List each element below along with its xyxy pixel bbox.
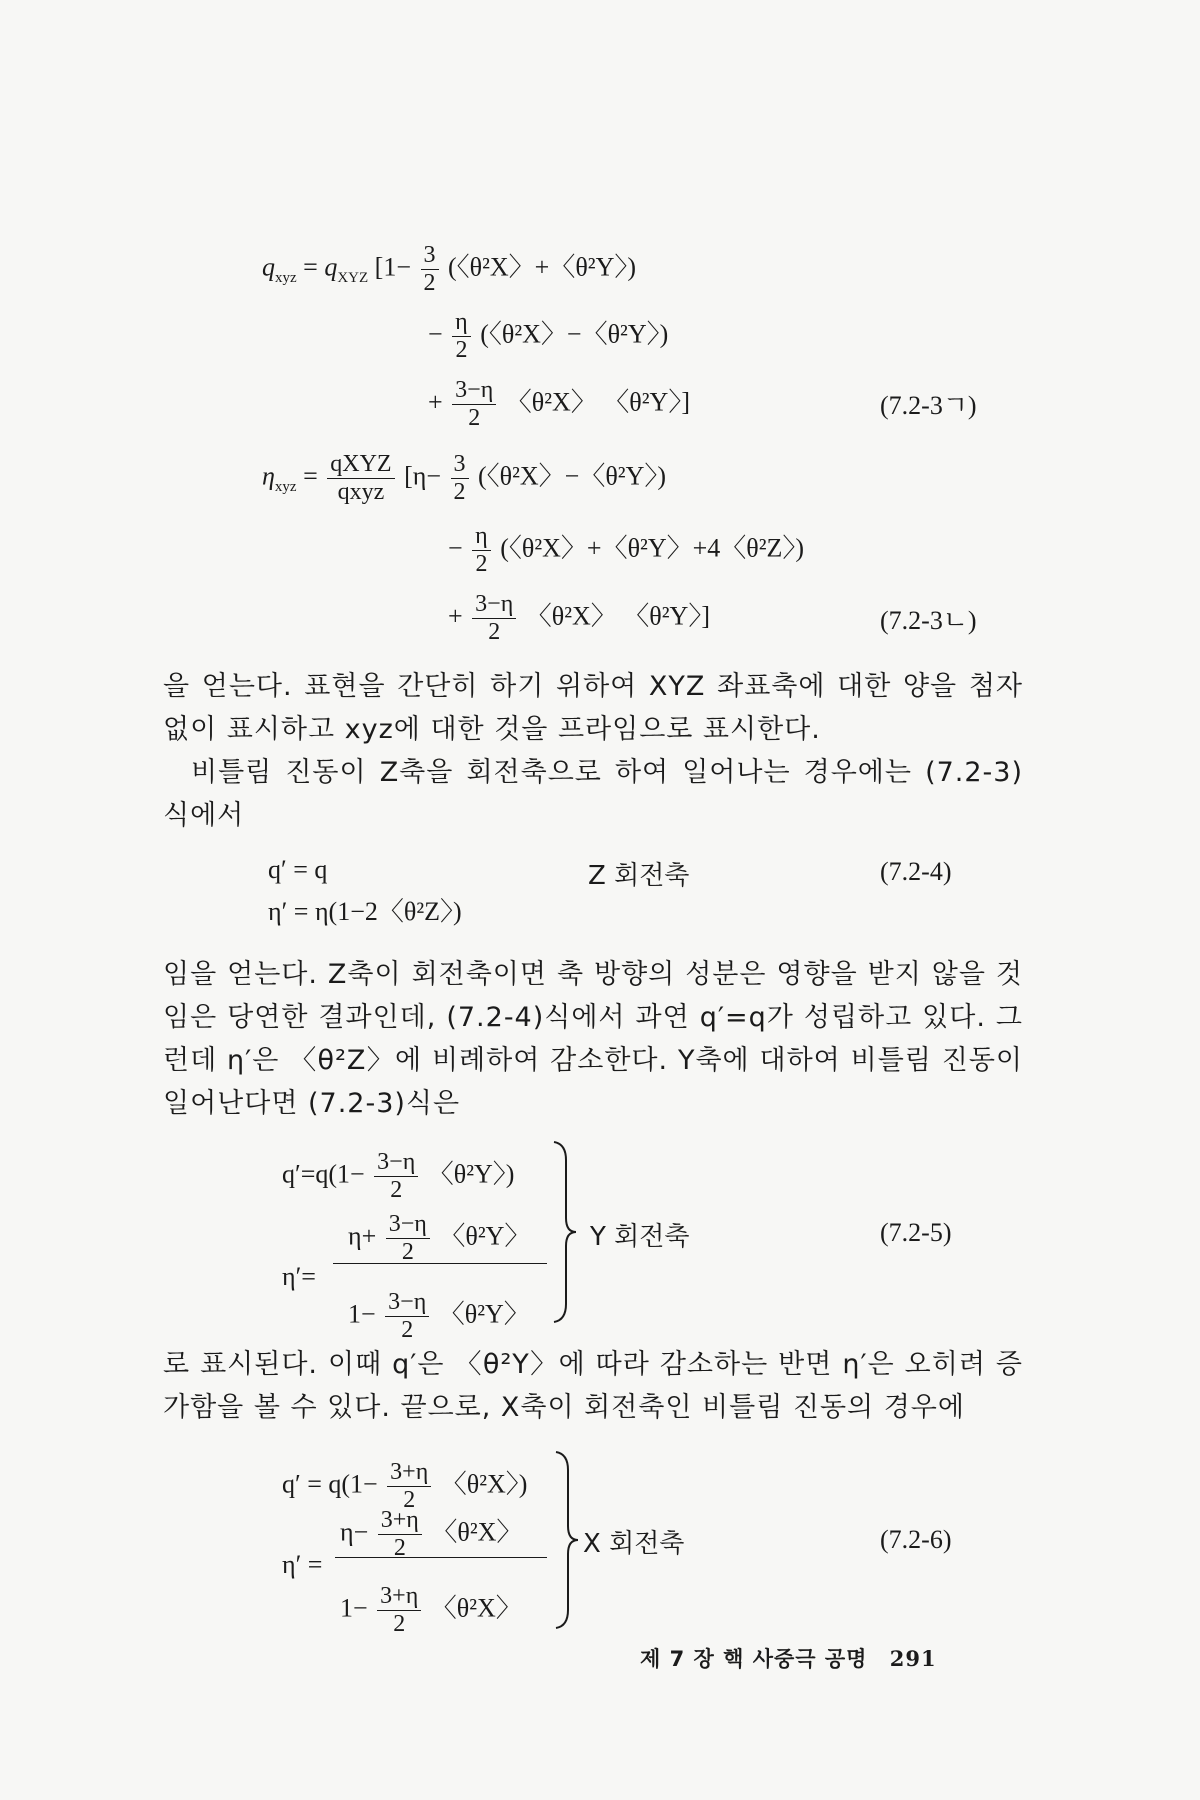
eq-7-2-4-line2: η′ = η(1−2〈θ²Z〉) — [268, 897, 462, 926]
equation-number: (7.2-5) — [880, 1218, 952, 1247]
fraction-bar — [335, 1557, 547, 1558]
eq-7-2-4-line1: q′ = q — [268, 855, 328, 884]
right-brace-icon — [552, 1450, 582, 1630]
paragraph-4: 로 표시된다. 이때 q′은 〈θ²Y〉에 따라 감소하는 반면 η′은 오히려 증가함을 볼 수 있다. 끝으로, X축이 회전축인 비틀림 진동의 경우에 — [163, 1349, 1023, 1423]
eq-7-2-3a-line2: − $\frac{\eta}{2}$ (〈θ²X〉−〈θ²Y〉) — [428, 309, 669, 364]
page-number: 291 — [889, 1646, 937, 1671]
eq-7-2-5-q: q′=q(1− $\frac{3-\eta}{2}$ 〈θ²Y〉) — [282, 1149, 515, 1204]
equation-number: (7.2-3ㄴ) — [880, 606, 977, 635]
fraction-bar — [333, 1263, 547, 1264]
axis-label: Y 회전축 — [590, 1222, 690, 1252]
chapter-title: 제 7 장 핵 사중극 공명 — [640, 1647, 868, 1671]
eq-7-2-6-eta-numerator: η− $\frac{3+\eta}{2}$ 〈θ²X〉 — [340, 1507, 523, 1562]
eq-7-2-6-eta-lhs: η′ = — [282, 1550, 323, 1579]
eq-7-2-3b-line2: − $\frac{\eta}{2}$ (〈θ²X〉+〈θ²Y〉+4〈θ²Z〉) — [448, 523, 805, 578]
right-brace-icon — [550, 1140, 580, 1325]
eq-7-2-3b-line3: + $\frac{3-\eta}{2}$ 〈θ²X〉 〈θ²Y〉] — [448, 591, 710, 646]
eq-7-2-3b-line1: $\eta_{xyz}$ = $\frac{\text{qXYZ}}{\text{qxyz}}$ [η− $\frac{3}{2}$ (〈θ²X〉−〈θ²Y〉) — [262, 451, 667, 506]
eq-7-2-5-eta-numerator: η+ $\frac{3-\eta}{2}$ 〈θ²Y〉 — [348, 1211, 531, 1266]
eq-7-2-3a-line1: $q_{xyz} = q_{XYZ}$ [1− $\frac{3}{2}$ (〈θ²X〉+〈θ²Y〉) — [262, 242, 637, 297]
axis-label: Z 회전축 — [588, 861, 690, 891]
axis-label: X 회전축 — [583, 1529, 685, 1559]
page-footer — [640, 1643, 937, 1673]
eq-7-2-5-eta-lhs: η′= — [282, 1262, 316, 1291]
equation-number: (7.2-6) — [880, 1525, 952, 1554]
equation-number: (7.2-3ㄱ) — [880, 391, 977, 420]
eq-7-2-6-eta-denominator: 1− $\frac{3+\eta}{2}$ 〈θ²X〉 — [340, 1583, 522, 1638]
equation-number: (7.2-4) — [880, 857, 952, 886]
eq-7-2-6-q: q′ = q(1− $\frac{3+\eta}{2}$ 〈θ²X〉) — [282, 1459, 528, 1514]
eq-7-2-5-eta-denominator: 1− $\frac{3-\eta}{2}$ 〈θ²Y〉 — [348, 1289, 530, 1344]
paragraph-3: 임을 얻는다. Z축이 회전축이면 축 방향의 성분은 영향을 받지 않을 것임은 당연한 결과인데, (7.2-4)식에서 과연 q′=q가 성립하고 있다. 그런데 η′은 〈θ²Z〉에 비례하여 감소한다. Y축에 대하여 비틀림 진동이 일어난다면 (7.2-3)식은 — [163, 959, 1023, 1119]
paragraph-1: 을 얻는다. 표현을 간단히 하기 위하여 XYZ 좌표축에 대한 양을 첨자 없이 표시하고 xyz에 대한 것을 프라임으로 표시한다. — [163, 671, 1023, 745]
eq-7-2-3a-line3: + $\frac{3-\eta}{2}$ 〈θ²X〉 〈θ²Y〉] — [428, 377, 690, 432]
paragraph-2: 비틀림 진동이 Z축을 회전축으로 하여 일어나는 경우에는 (7.2-3)식에서 — [163, 757, 1023, 831]
